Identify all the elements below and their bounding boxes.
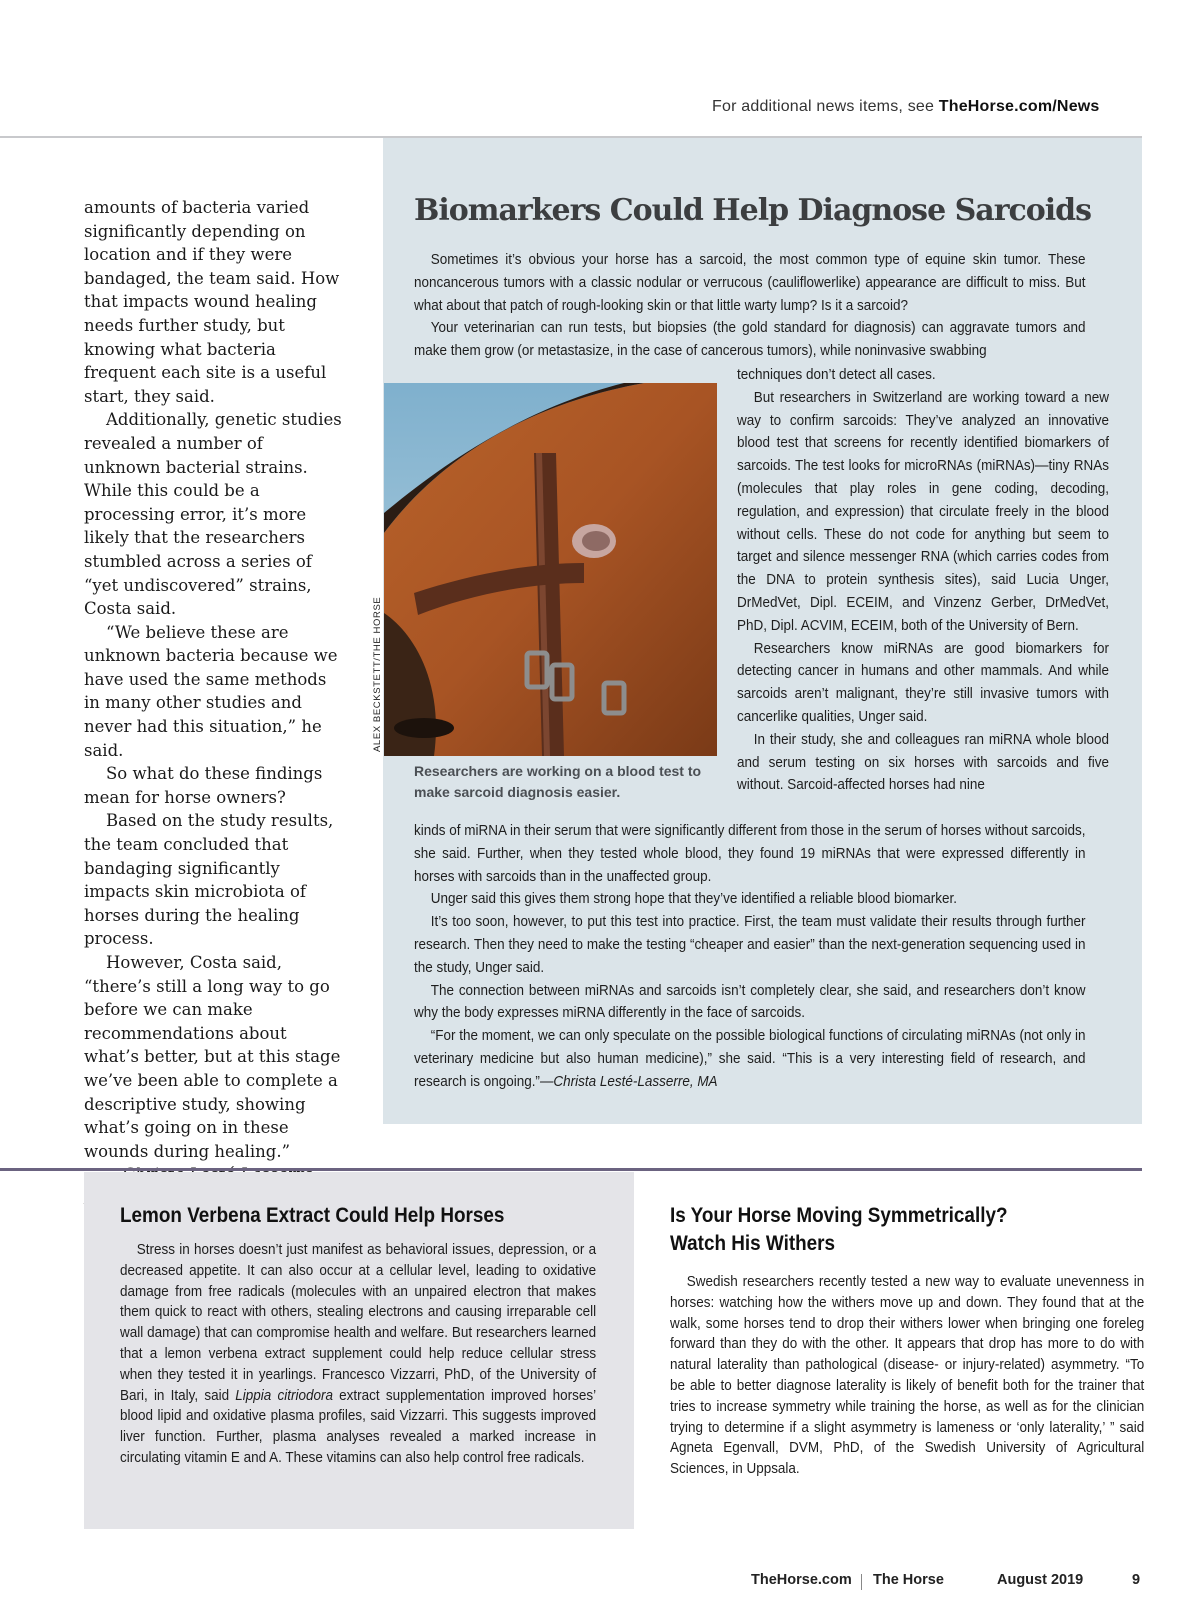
sarcoid-paragraph: Your veterinarian can run tests, but biopsies (the gold standard for diagnosis) can aggravate tumors and make them grow (or metastasize, in the case of cancerous tumors), while noninvasive swabbing bbox=[414, 320, 1086, 360]
sarcoid-paragraph: Researchers know miRNAs are good biomarkers for detecting cancer in humans and other mammals. And while sarcoids aren’t malignant, they’re still invasive tumors with cancerlike qualities, Unger said. bbox=[737, 640, 1109, 725]
footer-site: TheHorse.com bbox=[751, 1572, 852, 1588]
sarcoid-paragraph: Sometimes it’s obvious your horse has a sarcoid, the most common type of equine skin tumor. These noncancerous tumors with a classic nodular or verrucous (cauliflowerlike) appearance are difficult to miss. But what about that patch of rough-looking skin or that little warty lump? Is it a sarcoid? bbox=[414, 252, 1086, 314]
left-paragraph: amounts of bacteria varied significantly depending on location and if they were bandaged, the team said. How that impacts wound healing needs further study, but knowing what bacteria frequent each site is a useful start, they said. bbox=[84, 198, 340, 406]
lemon-text-start: Stress in horses doesn’t just manifest as behavioral issues, depression, or a decreased appetite. It can also occur at a cellular level, leading to oxidative damage from free radicals (molecules with an unpaired electron that makes them quick to react with others, stealing electrons and causing irreparable cell wall damage) that can compromise health and welfare. But researchers learned that a lemon verbena extract supplement could help reduce cellular stress when they tested it in yearlings. Francesco Vizzarri, PhD, of the University of Bari, in Italy, said bbox=[120, 1242, 597, 1404]
left-paragraph: However, Costa said, “there’s still a long way to go before we can make recommendations about what’s better, but at this stage we’ve been able to complete a descriptive study, showing what’s going on in these wounds during healing.” bbox=[84, 953, 341, 1161]
left-article-column bbox=[84, 196, 342, 1211]
header-link[interactable]: TheHorse.com/News bbox=[938, 98, 1100, 115]
photo-caption: Researchers are working on a blood test to make sarcoid diagnosis easier. bbox=[414, 763, 702, 800]
horse-sarcoid-photo bbox=[384, 383, 717, 756]
lemon-text-end: extract supplementation improved horses’ blood lipid and oxidative plasma profiles, said Vizzarri. This suggests improved liver function. Further, plasma analyses revealed a marked increase in circulating vitamin E and A. These vitamins can also help control free radicals. bbox=[120, 1387, 597, 1466]
sarcoid-body-right bbox=[737, 364, 1109, 797]
sarcoid-body-top bbox=[414, 249, 1085, 363]
horse-head-illustration bbox=[384, 383, 717, 756]
sarcoid-headline: Biomarkers Could Help Diagnose Sarcoids bbox=[414, 193, 1092, 228]
lemon-verbena-body bbox=[120, 1240, 596, 1469]
left-paragraph: Additionally, genetic studies revealed a number of unknown bacterial strains. While this could be a processing error, it’s more likely that the researchers stumbled across a series of “yet undiscovered” strains, Costa said. bbox=[84, 410, 342, 619]
withers-headline-line1: Is Your Horse Moving Symmetrically? bbox=[670, 1204, 1008, 1227]
lemon-verbena-headline: Lemon Verbena Extract Could Help Horses bbox=[120, 1204, 505, 1227]
sarcoid-paragraph: Unger said this gives them strong hope that they’ve identified a reliable blood biomarker. bbox=[430, 891, 957, 908]
lemon-paragraph bbox=[120, 1240, 596, 1469]
footer-page-number: 9 bbox=[1132, 1572, 1141, 1588]
footer-date: August 2019 bbox=[997, 1572, 1084, 1588]
header-text: For additional news items, see bbox=[712, 98, 939, 115]
sarcoid-paragraph bbox=[414, 1025, 1085, 1093]
withers-paragraph: Swedish researchers recently tested a new way to evaluate unevenness in horses: watching how the withers move up and down. They found that at the walk, some horses tend to drop their withers lower when bringing one foreleg forward than they do with the other. It appears that drop has more to do with natural laterality than pathological (disease- or injury-related) asymmetry. “To be able to better diagnose laterality is likely of benefit both for the trainer that tries to increase symmetry while training the horse, as well as for the clinician trying to determine if a slight asymmetry is lameness or ‘only laterality,’ ” said Agneta Egenvall, DVM, PhD, of the Swedish University of Agricultural Sciences, in Uppsala. bbox=[670, 1274, 1145, 1478]
footer-magazine: The Horse bbox=[873, 1572, 944, 1588]
sarcoid-paragraph: In their study, she and colleagues ran miRNA whole blood and serum testing on six horses with sarcoids and five without. Sarcoid-affected horses had nine bbox=[737, 731, 1109, 794]
sarcoid-byline: —Christa Lesté-Lasserre, MA bbox=[539, 1073, 718, 1090]
sarcoid-paragraph: It’s too soon, however, to put this test into practice. First, the team must validate their results through further research. Then they need to make the testing “cheaper and easier” than the next-generation sequencing used in the study, Unger said. bbox=[414, 914, 1086, 976]
footer-separator bbox=[861, 1574, 862, 1590]
section-divider bbox=[0, 1168, 1142, 1171]
sarcoid-paragraph: techniques don’t detect all cases. bbox=[737, 367, 936, 383]
header-reference bbox=[712, 98, 1100, 116]
sarcoid-body-bottom bbox=[414, 820, 1085, 1094]
withers-headline-line2: Watch His Withers bbox=[670, 1232, 836, 1255]
sarcoid-paragraph: kinds of miRNA in their serum that were significantly different from those in the serum of horses without sarcoids, she said. Further, when they tested whole blood, they found 19 miRNAs that were expressed differently in horses with sarcoids than in the unaffected group. bbox=[414, 823, 1086, 885]
sarcoid-quote: “For the moment, we can only speculate on the possible biological functions of circulating miRNAs (not only in veterinary medicine but also human medicine),” she said. “This is a very interesting field of research, and research is ongoing.” bbox=[414, 1028, 1086, 1090]
withers-body bbox=[670, 1272, 1144, 1480]
left-paragraph: So what do these findings mean for horse owners? bbox=[84, 764, 323, 807]
withers-headline bbox=[670, 1202, 1008, 1258]
lemon-species-name: Lippia citriodora bbox=[235, 1387, 333, 1404]
sarcoid-paragraph: But researchers in Switzerland are working toward a new way to confirm sarcoids: They’ve analyzed an innovative blood test that screens for recently identified biomarkers of sarcoids. The test looks for microRNAs (miRNAs)—tiny RNAs (molecules that play roles in gene coding, decoding, regulation, and expression) that circulate freely in the blood without cells. These do not code for anything but seem to target and silence messenger RNA (which carries codes from the DNA to protein synthesis sites), said Lucia Unger, DrMedVet, Dipl. ECEIM, and Vinzenz Gerber, DrMedVet, PhD, Dipl. ACVIM, ECEIM, both of the University of Bern. bbox=[737, 389, 1109, 634]
sarcoid-paragraph: The connection between miRNAs and sarcoids isn’t completely clear, she said, and researchers don’t know why the body expresses miRNA differently in the face of sarcoids. bbox=[414, 982, 1086, 1022]
left-paragraph: “We believe these are unknown bacteria because we have used the same methods in many other studies and never had this situation,” he said. bbox=[84, 622, 338, 760]
photo-credit: ALEX BECKSTETT/THE HORSE bbox=[372, 596, 383, 752]
left-paragraph: Based on the study results, the team concluded that bandaging significantly impacts skin microbiota of horses during the healing process. bbox=[84, 811, 334, 949]
